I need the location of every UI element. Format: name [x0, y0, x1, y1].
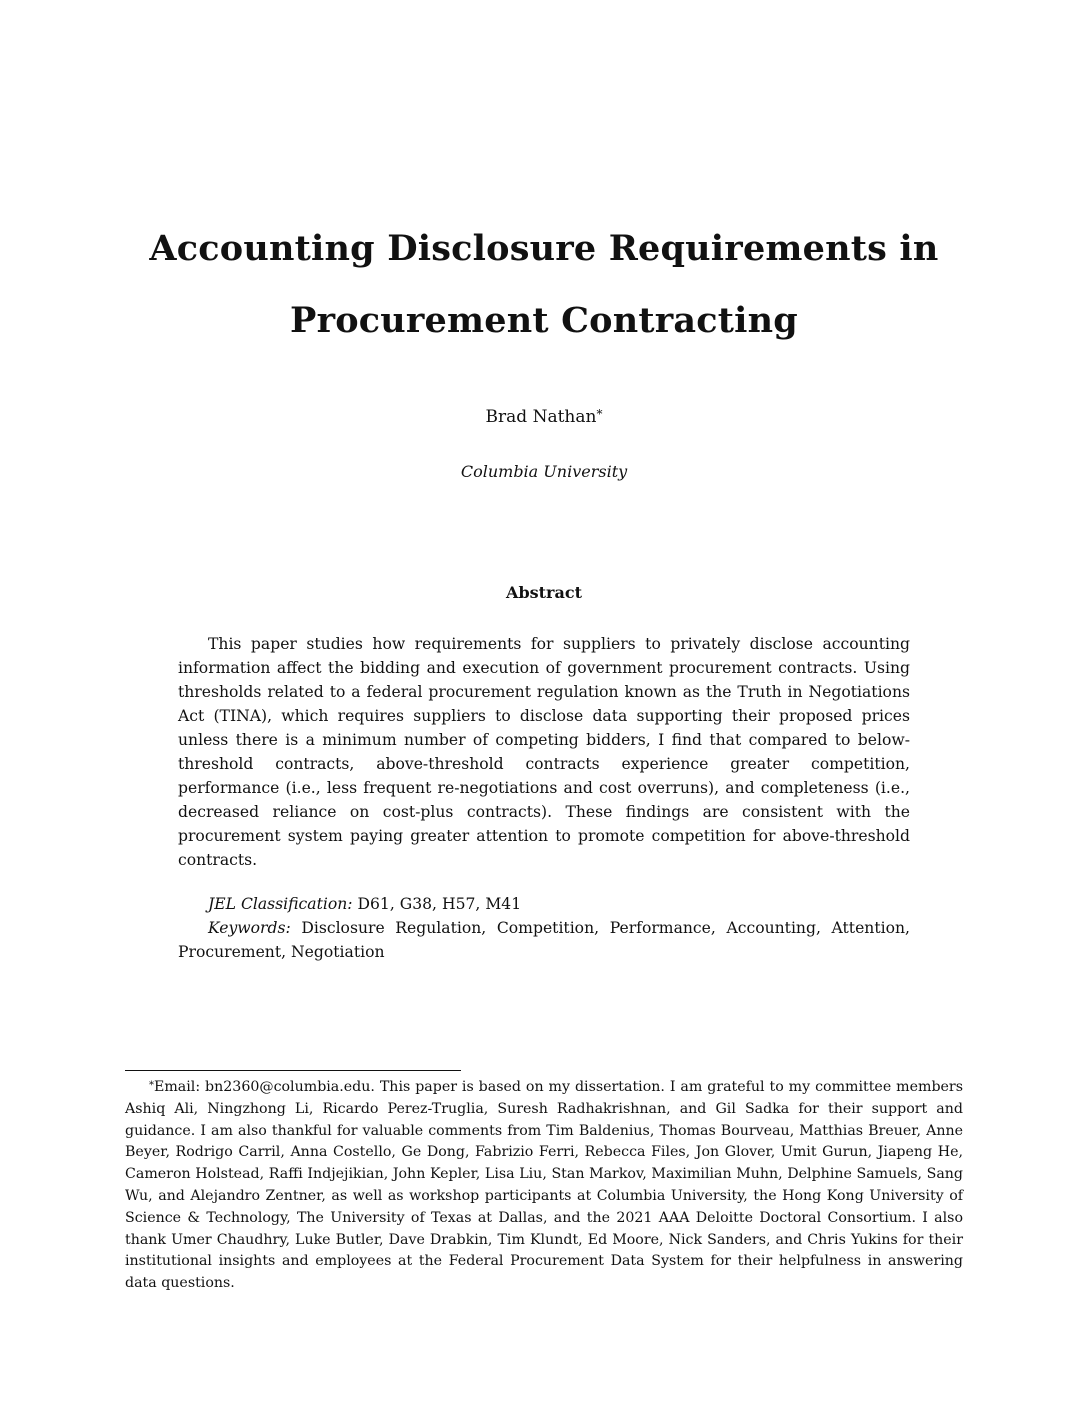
footnote-mark: *: [149, 1080, 154, 1091]
keywords-list: Disclosure Regulation, Competition, Performance, Accounting, Attention, Procurement, Negotiation: [178, 919, 910, 961]
author-affiliation: Columbia University: [460, 462, 628, 481]
jel-label: JEL Classification:: [208, 895, 353, 913]
footnote-divider: [125, 1070, 461, 1071]
footnote-text: Email: bn2360@columbia.edu. This paper is based on my dissertation. I am grateful to my committee members Ashiq Ali, Ningzhong Li, Ricardo Perez-Truglia, Suresh Radhakrishnan, and Gil Sadka for their support and guidance. I am also thankful for valuable comments from Tim Baldenius, Thomas Bourveau, Matthias Breuer, Anne Beyer, Rodrigo Carril, Anna Costello, Ge Dong, Fabrizio Ferri, Rebecca Files, Jon Glover, Umit Gurun, Jiapeng He, Cameron Holstead, Raffi Indjejikian, John Kepler, Lisa Liu, Stan Markov, Maximilian Muhn, Delphine Samuels, Sang Wu, and Alejandro Zentner, as well as workshop participants at Columbia University, the Hong Kong University of Science & Technology, The University of Texas at Dallas, and the 2021 AAA Deloitte Doctoral Consortium. I also thank Umer Chaudhry, Luke Butler, Dave Drabkin, Tim Klundt, Ed Moore, Nick Sanders, and Chris Yukins for their institutional insights and employees at the Federal Procurement Data System for their helpfulness in answering data questions.: [125, 1079, 963, 1292]
author-line: [0, 407, 1088, 427]
keywords-label: Keywords:: [208, 919, 291, 937]
abstract-text: This paper studies how requirements for suppliers to privately disclose accounting information affect the bidding and execution of government procurement contracts. Using thresholds related to a federal procurement regulation known as the Truth in Negotiations Act (TINA), which requires suppliers to disclose data supporting their proposed prices unless there is a minimum number of competing bidders, I find that compared to below-threshold contracts, above-threshold contracts experience greater competition, performance (i.e., less frequent re-negotiations and cost overruns), and completeness (i.e., decreased reliance on cost-plus contracts). These findings are consistent with the procurement system paying greater attention to promote competition for above-threshold contracts.: [178, 635, 910, 869]
author-name: Brad Nathan: [485, 407, 597, 427]
jel-codes: D61, G38, H57, M41: [357, 895, 522, 913]
author-footnote-mark[interactable]: *: [596, 407, 603, 421]
author-footnote: [125, 1075, 963, 1295]
abstract-heading: Abstract: [506, 583, 582, 602]
jel-classification: [178, 892, 910, 916]
keywords: [178, 916, 910, 964]
paper-title-line-2: Procurement Contracting: [290, 300, 798, 341]
paper-title-line-1: Accounting Disclosure Requirements in: [149, 228, 939, 269]
